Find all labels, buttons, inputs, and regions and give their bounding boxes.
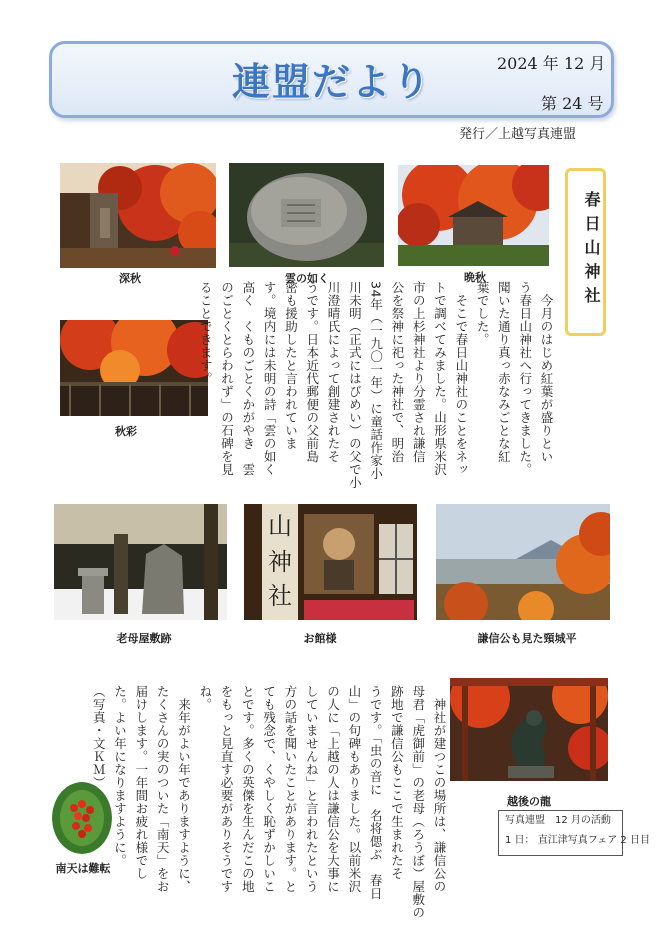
photo-shinshu [60,163,216,268]
caption-roubo: 老母屋敷跡 [116,632,172,645]
article2-line: 神社が建つこの場所は、謙信公の [432,685,447,893]
article1-line: 今月のはじめ紅葉が盛りとい [539,281,554,463]
article2-line: していませんね」と言われたという [304,685,320,893]
article1-line: トで調べてみました。山形県米沢 [432,281,448,476]
svg-text:社: 社 [268,582,292,610]
article2-line: （写真・文ＫＭ） [91,685,107,789]
caption-kenshin: 謙信公も見た頸城平 [477,632,577,645]
article1-line: 密も援助したと言われていま [283,281,299,450]
caption-nanten: 南天は難転 [55,862,111,875]
article1-line: そこで春日山神社のことをネッ [453,281,469,476]
article2-line: ても残念で、くやしく恥ずかしいこ [261,685,277,893]
article1-line: す。境内には未明の詩「雲の如く [262,281,278,476]
activity-title: 写真連盟 12 月の活動 [505,815,611,826]
article1-line: 川澄晴氏によって創建されたそ [326,281,342,463]
article-title-box [565,168,606,336]
newsletter-title: 連盟だより [232,60,433,104]
caption-shusai: 秋彩 [115,425,137,438]
article1-line: 市の上杉神社より分霊され謙信 [411,281,427,463]
article2-line: 山」の句碑もありました。以前米沢 [346,685,362,893]
photo-shusai [60,320,208,416]
article2-line: とです。多くの英傑を生んだこの地 [240,685,256,893]
article2-line: ね。 [197,685,213,711]
article2-line: 母君「虎御前」の老母（ろうぼ）屋敷の [410,685,426,919]
caption-echigo: 越後の龍 [507,795,551,808]
photo-roubo [54,504,227,620]
article2-line: たくさんの実のついた「南天」をお [155,685,171,893]
article2-line: 方の話を聞いたことがあります。と [282,685,298,893]
article1-line: ることできます。 [198,281,214,385]
article2-line: 届けします。一年間お疲れ様でし [133,685,149,880]
article1-line: 34年（一九〇一年）に童話作家小 [368,281,384,480]
article-title: 春日山神社 [582,191,601,311]
photo-oyakata [244,504,417,620]
caption-shinshu: 深秋 [119,272,141,285]
photo-kenshin [436,504,610,620]
article1-line: のごとくとらわれず」の石碑を見 [219,281,235,476]
svg-text:山: 山 [268,512,292,540]
caption-banshu: 晩秋 [464,271,486,284]
activity-box [498,810,650,856]
article2-line: 来年がよい年でありますように、 [176,685,192,893]
article-body-1 [195,281,557,503]
publisher-line: 発行／上越写真連盟 [459,127,577,142]
photo-nanten [52,782,112,854]
article1-line: う春日山神社へ行ってきました。 [517,281,533,476]
caption-oyakata: お館様 [303,632,337,645]
issue-date: 2024 年 12 月 [497,54,606,73]
caption-kumo: 雲の如く [285,272,329,285]
article2-line: 跡地で謙信公もここで生まれたそ [389,685,405,880]
article-body-2 [88,685,450,919]
article1-line: 聞いた通り真っ赤なみごとな紅 [496,281,512,463]
article1-line: 高く くものごとくかがやき 雲 [240,281,256,476]
article1-line: 川未明（正式にはびめい）の父で小 [347,281,363,489]
photo-banshu [398,165,549,266]
svg-text:神: 神 [268,548,292,576]
photo-kumo [229,163,384,267]
article1-line: 葉でした。 [475,281,491,346]
article2-line: をもっと見直す必要がありそうです [219,685,235,893]
article1-line: うです。日本近代郵便の父前島 [304,281,320,463]
article2-line: た。よい年になりますように。 [112,685,128,867]
photo-echigo [450,678,608,781]
issue-number: 第 24 号 [541,94,604,113]
activity-item: 1 日： 直江津写真フェア 2 日目 [505,835,650,846]
article2-line: うです。「虫の音に 名将偲ぶ 春日 [368,685,384,900]
article2-line: の人に「上越の人は謙信公を大事に [325,685,341,893]
article1-line: 公を祭神に祀った神社で、明治 [389,281,405,463]
